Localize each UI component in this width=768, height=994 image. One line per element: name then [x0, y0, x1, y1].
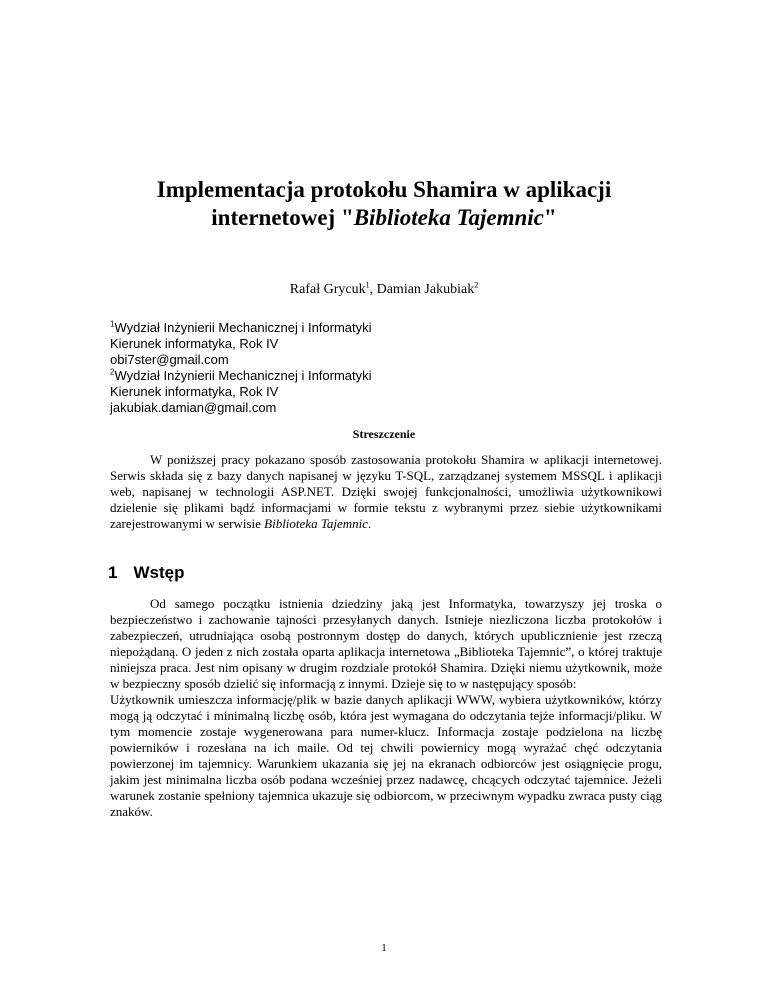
section-title: Wstęp: [133, 563, 185, 582]
title-line-2-suffix: ": [543, 205, 557, 230]
title-line-2-italic: Biblioteka Tajemnic: [353, 205, 544, 230]
affiliation-2-superscript: 2: [110, 367, 115, 377]
affiliation-1-superscript: 1: [110, 319, 115, 329]
author-separator: ,: [369, 282, 377, 297]
author-2: Damian Jakubiak: [376, 282, 475, 297]
affiliations: [110, 320, 372, 416]
affiliation-2-line-1: $^2$Wydział Inżynierii Mechanicznej i Informatyki: [110, 367, 372, 383]
page-number: 1: [381, 942, 387, 954]
affiliation-1-line-1: $^1$Wydział Inżynierii Mechanicznej i Informatyki: [110, 319, 372, 335]
affiliation-1-email: obi7ster@gmail.com: [110, 352, 229, 367]
affiliation-2-email: jakubiak.damian@gmail.com: [110, 400, 277, 415]
author-2-superscript: 2: [474, 280, 479, 290]
paper-title: [84, 176, 684, 232]
abstract-italic-term: Biblioteka Tajemnic: [264, 516, 369, 531]
affiliation-2-line-2: Kierunek informatyka, Rok IV: [110, 384, 279, 399]
author-list: [0, 282, 768, 298]
author-1: Rafał Grycuk: [289, 282, 366, 297]
title-line-2-prefix: internetowej ": [211, 205, 354, 230]
section-heading: [108, 563, 184, 583]
abstract-paragraph: W poniższej pracy pokazano sposób zastosowania protokołu Shamira w aplikacji internetowej. Serwis składa się z bazy danych napisanej w języku T-SQL, zarządzanej systemem MSSQL i aplikacji web, napisanej w technologii ASP.NET. Dzięki swojej funkcjonalności, umożliwia użytkownikowi dzielenie się plikami bądź informacjami w formie tekstu z wybranymi przez siebie użytkownikami zarejestrowanymi w serwisie Biblioteka Tajemnic.: [110, 452, 662, 531]
section-paragraph-1: Od samego początku istnienia dziedziny jaką jest Informatyka, towarzyszy jej troska o bezpieczeństwo i zachowanie tajności przesyłanych danych. Istnieje niezliczona liczba protokołów i zabezpieczeń, utrudniająca osobą postronnym dostęp do danych, których upublicznienie jest rzeczą niepożądaną. O jeden z nich została oparta aplikacja internetowa „Biblioteka Tajemnic”, o której traktuje niniejsza praca. Jest nim opisany w drugim rozdziale protokół Shamira. Dzięki niemu użytkownik, może w bezpieczny sposób dzielić się informacją z innymi. Dzieje się to w następujący sposób:: [110, 596, 662, 691]
section-paragraph-2: Użytkownik umieszcza informację/plik w bazie danych aplikacji WWW, wybiera użytkowników, którzy mogą ją odczytać i minimalną liczbę osób, która jest wymagana do odczytania tejże informacji/pliku. W tym momencie zostaje wygenerowana para numer-klucz. Informacja zostaje podzielona na liczbę powierników i rozesłana na ich maile. Od tej chwili powiernicy mogą wyrażać chęć odczytania powierzonej im tajemnicy. Warunkiem ukazania się jej na ekranach odbiorców jest osiągnięcie progu, jakim jest minimalna liczba osób podana wcześniej przez nadawcę, chcących odczytać tajemnice. Jeżeli warunek zostanie spełniony tajemnica ukazuje się odbiorcom, w przeciwnym wypadku zwraca pusty ciąg znaków.: [110, 692, 662, 819]
abstract-heading: Streszczenie: [352, 427, 416, 441]
abstract-body: [110, 452, 662, 532]
affiliation-1-line-2: Kierunek informatyka, Rok IV: [110, 336, 279, 351]
section-number: 1: [108, 563, 118, 582]
author-1-superscript: 1: [365, 280, 370, 290]
title-line-1: Implementacja protokołu Shamira w aplikacji: [156, 177, 612, 202]
section-body: [110, 596, 662, 820]
